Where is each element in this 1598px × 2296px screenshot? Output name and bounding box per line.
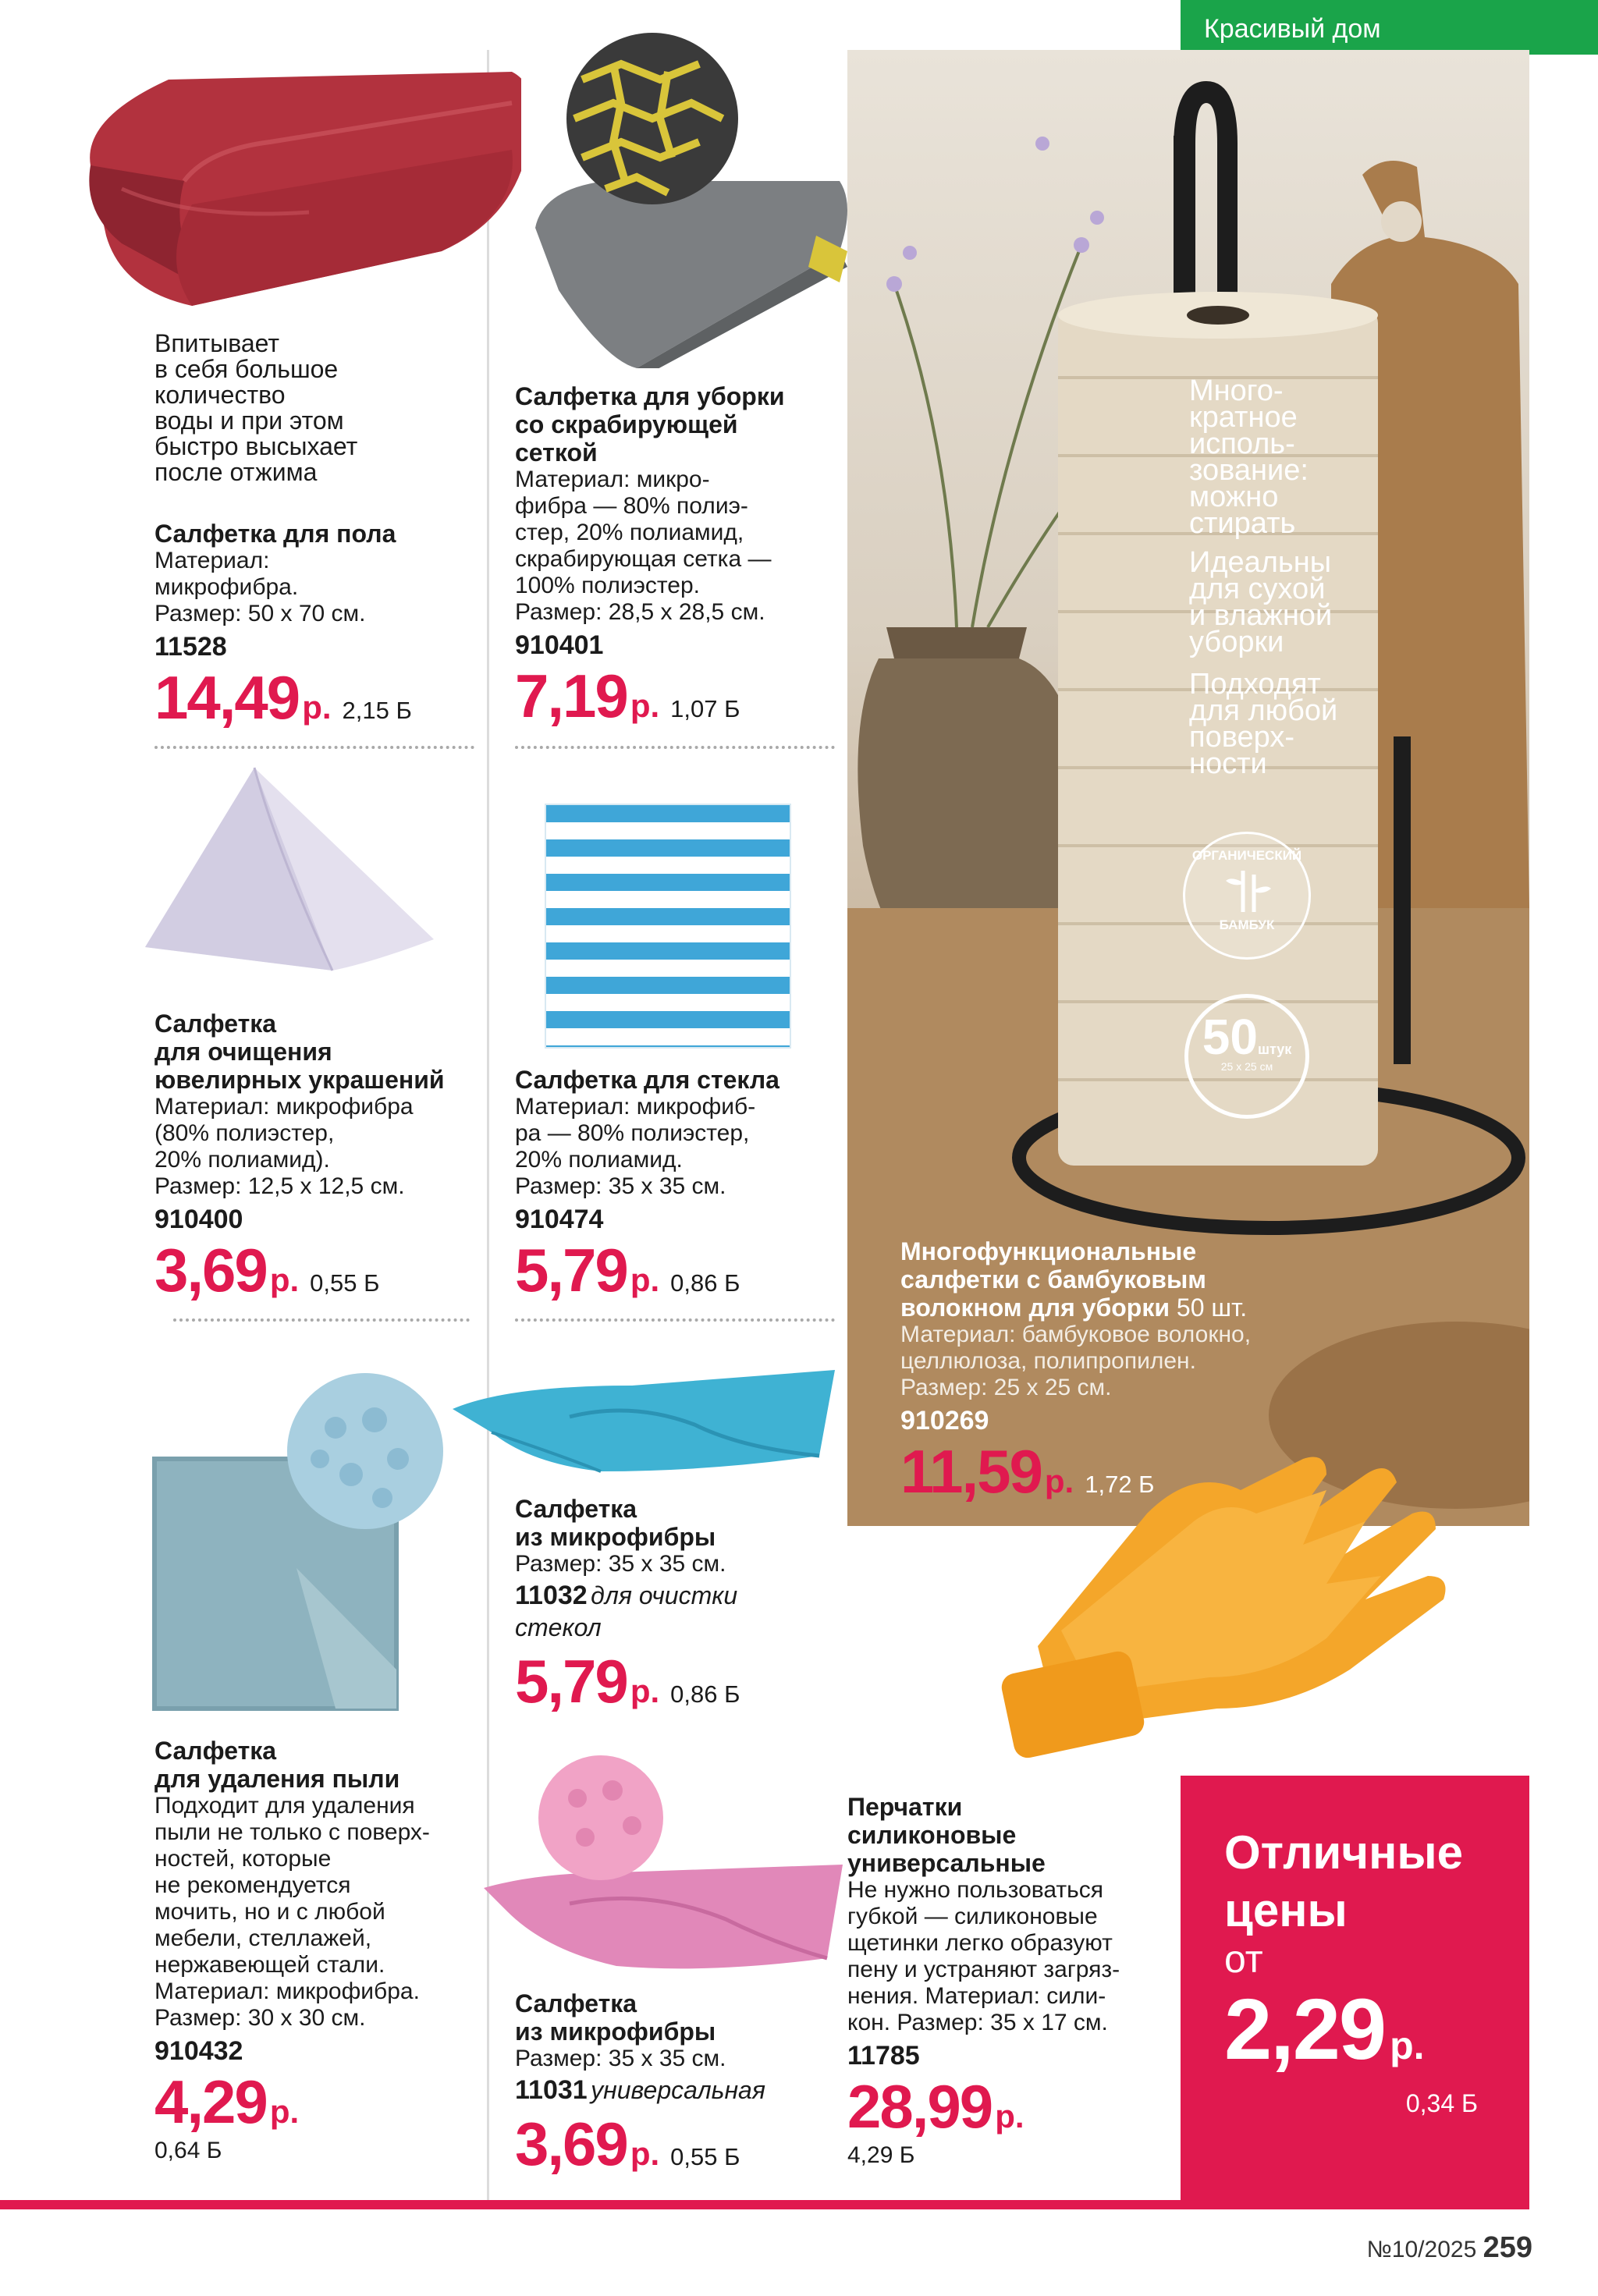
product-dust [154,1737,430,2164]
product-price: 3,69р. 0,55 Б [154,1236,380,1304]
product-info: Размер: 35 х 35 см. [515,1551,726,1577]
product-glass [515,1066,779,1306]
feature-reusable: Много- кратное исполь- зование: можно стирать [1189,374,1309,540]
product-code: 910400 [154,1205,243,1234]
promo-from: от [1224,1937,1263,1981]
product-info: Материал: микрофибра. Размер: 50 х 70 см. [154,548,366,626]
product-code: 910401 [515,630,604,660]
dotted-separator [515,1318,835,1322]
product-info: Материал: микрофибра (80% полиэстер, 20% полиамид). Размер: 12,5 х 12,5 см. [154,1094,414,1199]
organic-bamboo-badge: ОРГАНИЧЕСКИЙ БАМБУК [1183,832,1311,960]
product-micro-pink [515,1989,765,2180]
product-scrub [515,382,785,732]
product-info: Не нужно пользоваться губкой — силиконовые щетинки легко образуют пену и устраняют загряз- нения. Материал: сили- кон. Размер: 35 х 17 см. [847,1877,1120,2035]
product-floor [154,520,412,733]
product-price: 3,69р. 0,55 Б [515,2110,740,2178]
product-name: Салфетка из микрофибры [515,1989,716,2046]
product-info: Подходит для удаления пыли не только с поверх- ностей, которые не рекомендуется мочить, но и с любой мебели, стеллажей, нержавеющей стали. Материал: микрофибра. Размер: 30 х 30 см. [154,1793,430,2031]
product-name: Перчатки силиконовые универсальные [847,1793,1046,1877]
dust-cloth-image [148,1373,453,1716]
pink-microfiber-image [476,1755,858,1982]
product-price: 11,59р. 1,72 Б [900,1437,1155,1506]
dotted-separator [173,1318,470,1322]
product-points: 4,29 Б [847,2142,915,2168]
product-code: 910432 [154,2036,243,2066]
product-code-line [515,1582,811,1646]
product-price: 14,49р. 2,15 Б [154,663,412,732]
page-footer [1367,2231,1532,2265]
section-tab: Красивый дом [1181,0,1598,55]
product-price: 4,29р. [154,2067,300,2136]
scrub-cloth-image [512,33,855,368]
product-code: 11785 [847,2041,920,2071]
jewelry-cloth-image [137,760,442,994]
product-info: Материал: микрофиб- ра — 80% полиэстер, 20% полиамид. Размер: 35 х 35 см. [515,1094,756,1199]
product-code: 11031 [515,2075,588,2105]
product-code: 11032 [515,1581,588,1610]
promo-points: 0,34 Б [1405,2089,1478,2117]
promo-block [1181,1776,1529,2201]
product-info: Размер: 35 х 35 см. [515,2046,726,2071]
product-code: 11528 [154,632,227,662]
dotted-separator [154,746,474,749]
product-price: 5,79р. 0,86 Б [515,1647,740,1716]
feature-any-surface: Подходят для любой поверх- ности [1189,668,1338,780]
glass-cloth-image [546,805,790,1047]
promo-price: 2,29 р. [1224,1982,1425,2078]
product-code: 910269 [900,1406,989,1435]
page-number: 259 [1483,2231,1532,2264]
product-name: Салфетка для стекла [515,1066,779,1094]
product-name: Салфетка из микрофибры [515,1495,716,1551]
product-price: 28,99р. [847,2072,1024,2141]
product-name: Салфетка для очищения ювелирных украшений [154,1010,445,1094]
product-micro-blue [515,1495,811,1717]
product-code: 910474 [515,1205,604,1234]
silicone-gloves-image [960,1443,1475,1771]
dotted-separator [515,746,835,749]
bottom-accent-bar [0,2200,1529,2209]
product-name: Многофункциональные салфетки с бамбуковым волокном для уборки 50 шт. [900,1237,1248,1322]
product-variant: для очистки стекол [515,1581,738,1641]
feature-wet-dry: Идеальны для сухой и влажной уборки [1189,546,1333,658]
red-towel-image [75,56,521,306]
bamboo-icon [1220,867,1274,914]
product-name: Салфетка для уборки со скрабирующей сеткой [515,382,785,467]
product-price: 5,79р. 0,86 Б [515,1236,740,1304]
bamboo-product-photo [847,50,1529,1526]
product-gloves [847,1793,1120,2169]
product-info: Материал: бамбуковое волокно, целлюлоза, полипропилен. Размер: 25 х 25 см. [900,1322,1252,1400]
product-price: 7,19р. 1,07 Б [515,662,740,730]
quantity-badge: 50штук 25 x 25 см [1184,994,1309,1119]
product-name: Салфетка для удаления пыли [154,1737,400,1793]
product-jewelry [154,1010,445,1306]
product-variant: универсальная [591,2076,765,2104]
promo-headline: Отличные цены [1224,1826,1463,1936]
floor-tagline: Впитывает в себя большое количество воды и при этом быстро высыхает после отжима [154,329,358,486]
blue-microfiber-image [445,1339,835,1479]
product-info: Материал: микро- фибра — 80% полиэ- стер, 20% полиамид, скрабирующая сетка — 100% полиэстер. Размер: 28,5 х 28,5 см. [515,467,772,625]
product-points: 0,64 Б [154,2138,222,2163]
product-code-line [515,2077,765,2109]
product-name: Салфетка для пола [154,520,396,548]
issue-number: №10/2025 [1366,2237,1477,2262]
